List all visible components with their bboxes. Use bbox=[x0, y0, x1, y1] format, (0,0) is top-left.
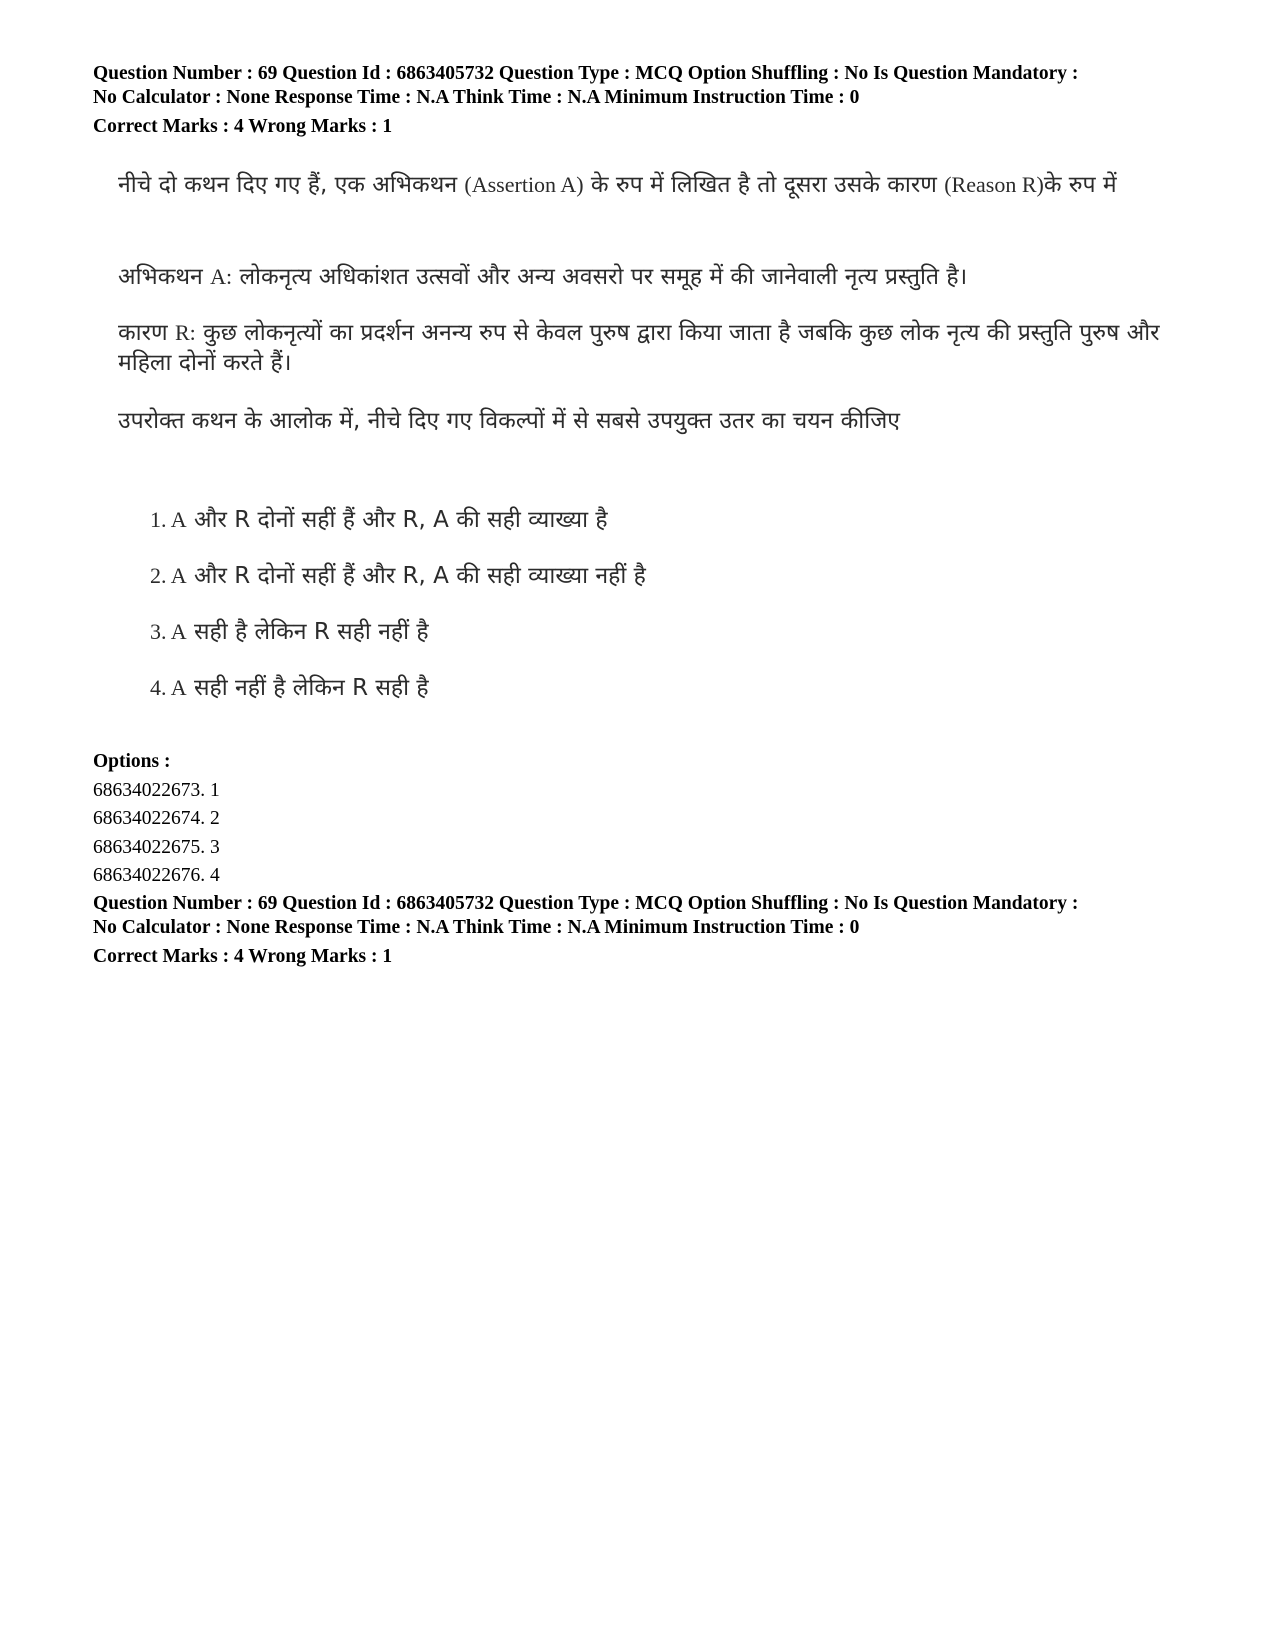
choice-2: 2. A और R दोनों सहीं हैं और R, A की सही व्याख्या नहीं है bbox=[150, 563, 646, 589]
question-instruction: उपरोक्त कथन के आलोक में, नीचे दिए गए विकल्पों में से सबसे उपयुक्त उतर का चयन कीजिए bbox=[118, 408, 900, 434]
option-item: 68634022676. 4 bbox=[93, 865, 220, 886]
question-header-bottom bbox=[93, 892, 1213, 969]
reason-statement: कारण R: कुछ लोकनृत्यों का प्रदर्शन अनन्य रुप से केवल पुरुष द्वारा किया जाता है जबकि कुछ लोक नृत्य की प्रस्तुति पुरुष और महिला दोनों करते हैं। bbox=[118, 320, 1160, 376]
choice-1: 1. A और R दोनों सहीं हैं और R, A की सही व्याख्या है bbox=[150, 507, 608, 533]
marks-line: Correct Marks : 4 Wrong Marks : 1 bbox=[93, 946, 393, 967]
assertion-statement: अभिकथन A: लोकनृत्य अधिकांशत उत्सवों और अन्य अवसरो पर समूह में की जानेवाली नृत्य प्रस्तुति है। bbox=[118, 264, 968, 290]
options-list bbox=[93, 748, 220, 891]
options-label: Options : bbox=[93, 751, 171, 772]
header-line-2: No Calculator : None Response Time : N.A Think Time : N.A Minimum Instruction Time : 0 bbox=[93, 917, 860, 938]
question-intro: नीचे दो कथन दिए गए हैं, एक अभिकथन (Assertion A) के रुप में लिखित है तो दूसरा उसके कारण (Reason R)के रुप में bbox=[118, 172, 1117, 198]
choice-4: 4. A सही नहीं है लेकिन R सही है bbox=[150, 675, 429, 701]
header-line-1: Question Number : 69 Question Id : 6863405732 Question Type : MCQ Option Shuffling : No Is Question Mandatory : bbox=[93, 63, 1079, 84]
question-header-top bbox=[93, 62, 1213, 139]
option-item: 68634022675. 3 bbox=[93, 836, 220, 858]
header-line-1: Question Number : 69 Question Id : 6863405732 Question Type : MCQ Option Shuffling : No Is Question Mandatory : bbox=[93, 893, 1079, 914]
marks-line: Correct Marks : 4 Wrong Marks : 1 bbox=[93, 116, 393, 137]
choice-3: 3. A सही है लेकिन R सही नहीं है bbox=[150, 619, 429, 645]
option-item: 68634022673. 1 bbox=[93, 779, 220, 801]
option-item: 68634022674. 2 bbox=[93, 808, 220, 829]
header-line-2: No Calculator : None Response Time : N.A Think Time : N.A Minimum Instruction Time : 0 bbox=[93, 87, 860, 108]
